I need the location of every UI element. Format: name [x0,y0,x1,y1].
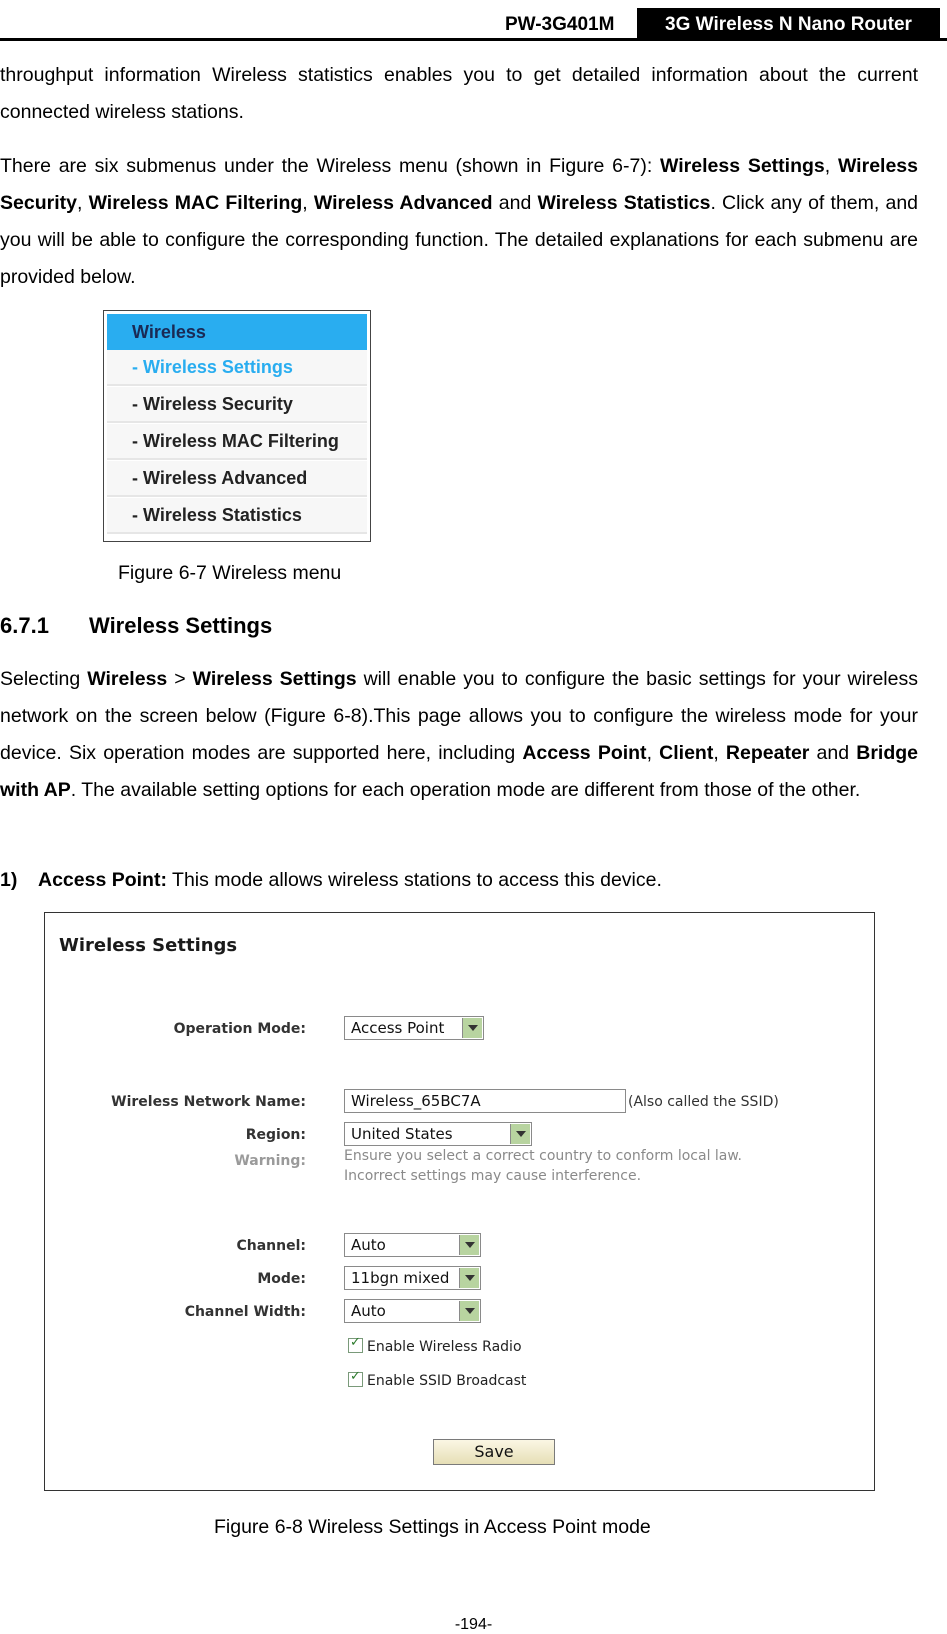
text-run: and [492,192,538,214]
wireless-settings-paragraph [0,661,918,809]
bold-run: Wireless Statistics [537,192,711,214]
chevron-down-icon[interactable] [459,1301,479,1321]
section-title: Wireless Settings [89,613,273,638]
channel-width-value: Auto [351,1302,386,1320]
bold-run: Wireless Advanced [313,192,493,214]
list-text: This mode allows wireless stations to access this device. [166,869,662,891]
figure-6-8-caption: Figure 6-8 Wireless Settings in Access Point mode [214,1516,651,1538]
bold-run: Access Point [522,742,647,764]
menu-item-wireless-settings[interactable]: - Wireless Settings [107,350,367,386]
network-name-input[interactable]: Wireless_65BC7A [344,1089,626,1113]
text-run: . The available setting options for each operation mode are different from those of the other. [70,779,861,801]
bold-run: Wireless Settings [192,668,357,690]
settings-title: Wireless Settings [59,935,238,956]
bold-run: Wireless Settings [660,155,825,177]
checkbox-checked-icon[interactable] [348,1372,363,1387]
region-select[interactable] [344,1122,532,1146]
text-run: . Click any of them, and you will be able to configure the corresponding function. The detailed explanations for each submenu are provided below. [0,192,919,288]
model-number: PW-3G401M [505,14,615,35]
section-number: 6.7.1 [0,613,49,638]
warning-line-2: Incorrect settings may cause interference. [344,1168,642,1184]
network-name-label: Wireless Network Name: [111,1094,306,1110]
submenu-paragraph [0,148,918,296]
channel-width-label: Channel Width: [184,1304,306,1320]
menu-item-wireless-security[interactable]: - Wireless Security [107,387,367,423]
header-rule [0,38,947,41]
chevron-down-icon[interactable] [459,1235,479,1255]
checkbox-checked-icon[interactable] [348,1338,363,1353]
bold-run: Client [659,742,714,764]
chevron-down-icon[interactable] [510,1124,530,1144]
text-run: , [76,192,89,214]
text-run: , [713,742,726,764]
chevron-down-icon[interactable] [462,1018,482,1038]
text-run: Selecting [0,668,88,690]
bold-run: Repeater [725,742,810,764]
text-run: > [167,668,193,690]
save-button[interactable]: Save [433,1439,555,1465]
list-bold: Access Point: [38,869,167,891]
mode-select[interactable] [344,1266,481,1290]
chevron-down-icon[interactable] [459,1268,479,1288]
mode-label: Mode: [257,1271,306,1287]
text-run: , [646,742,660,764]
mode-value: 11bgn mixed [351,1269,450,1287]
page-number: -194- [454,1616,493,1633]
operation-mode-label: Operation Mode: [173,1021,306,1037]
bold-run: Wireless Security [0,155,918,214]
enable-ssid-broadcast-checkbox[interactable] [348,1372,526,1389]
operation-mode-select[interactable] [344,1016,484,1040]
menu-header-wireless[interactable]: Wireless [107,314,367,350]
bold-run: Wireless [87,668,168,690]
list-item-access-point [0,869,662,892]
list-number: 1) [0,869,18,891]
text-run: , [824,155,838,177]
menu-item-wireless-statistics[interactable]: - Wireless Statistics [107,498,367,534]
figure-6-7-caption: Figure 6-7 Wireless menu [118,562,342,584]
text-run: and [809,742,857,764]
menu-item-wireless-mac-filtering[interactable]: - Wireless MAC Filtering [107,424,367,460]
wireless-settings-figure [44,912,875,1491]
intro-paragraph: throughput information Wireless statistics enables you to get detailed information about the current connected wireless stations. [0,64,918,123]
product-name: 3G Wireless N Nano Router [637,8,940,40]
warning-label: Warning: [234,1153,306,1169]
channel-width-select[interactable] [344,1299,481,1323]
wireless-menu-figure [103,310,371,542]
text-run: There are six submenus under the Wireless menu (shown in Figure 6-7): [0,155,661,177]
region-label: Region: [245,1127,306,1143]
operation-mode-value: Access Point [351,1019,445,1037]
bold-run: Bridge with AP [0,742,919,801]
section-heading [0,613,272,639]
bold-run: Wireless MAC Filtering [88,192,303,214]
enable-ssid-broadcast-label: Enable SSID Broadcast [367,1373,527,1389]
channel-label: Channel: [236,1238,306,1254]
warning-text [344,1146,742,1186]
enable-wireless-radio-checkbox[interactable] [348,1338,522,1355]
warning-line-1: Ensure you select a correct country to conform local law. [344,1148,742,1164]
region-value: United States [351,1125,453,1143]
text-run: will enable you to configure the basic settings for your wireless network on the screen below (Figure 6-8).This page allows you to configure the wireless mode for your device. Six operation modes are supported here, including [0,668,918,764]
text-run: , [302,192,314,214]
channel-value: Auto [351,1236,386,1254]
page-header [0,0,947,40]
enable-wireless-radio-label: Enable Wireless Radio [367,1339,522,1355]
menu-item-wireless-advanced[interactable]: - Wireless Advanced [107,461,367,497]
ssid-note: (Also called the SSID) [628,1094,779,1110]
channel-select[interactable] [344,1233,481,1257]
